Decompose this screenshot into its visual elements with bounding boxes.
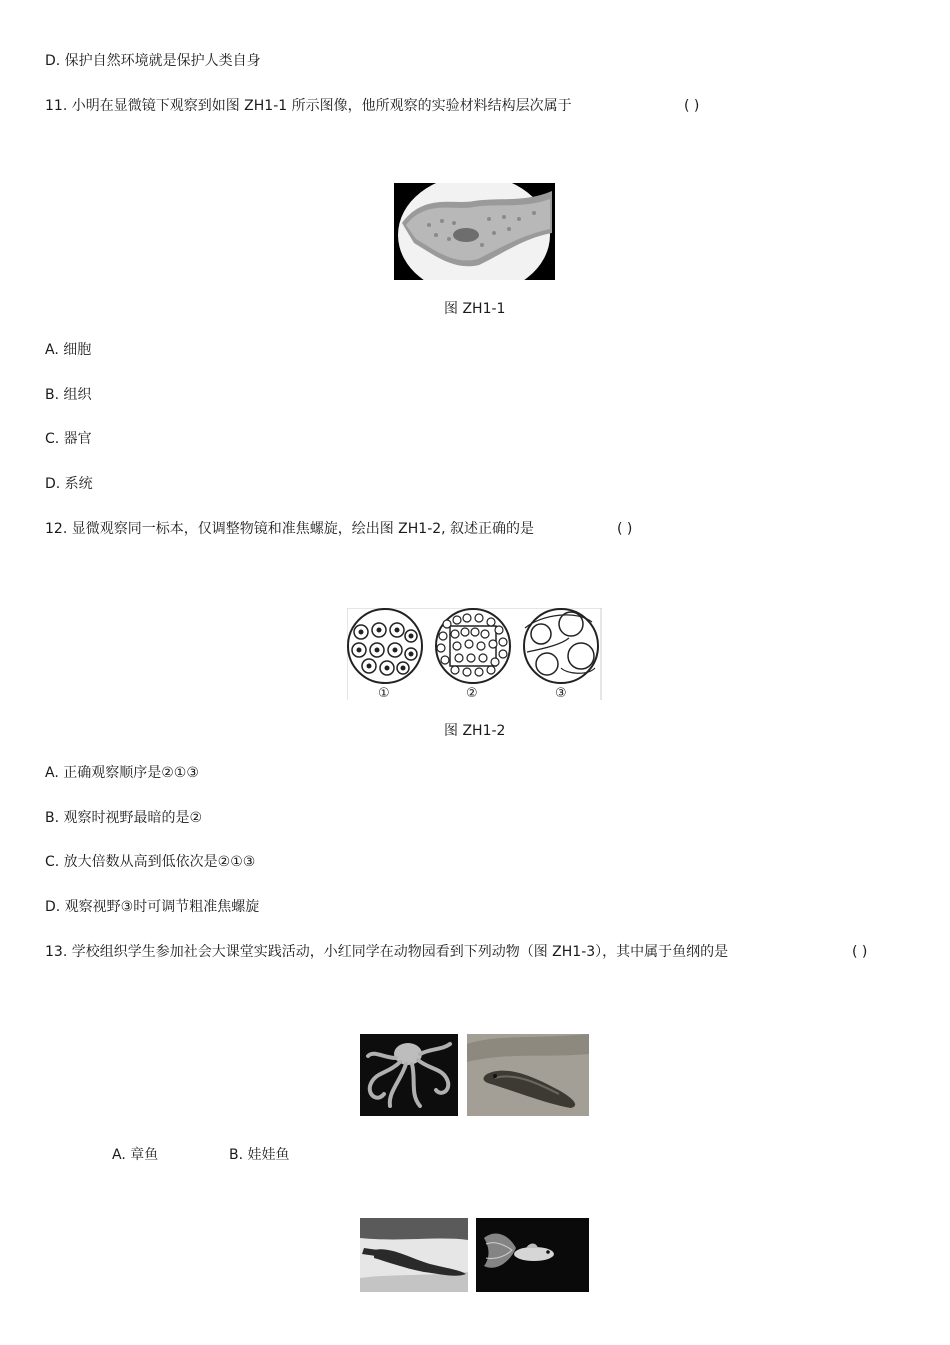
- q12-cell-views-figure: [347, 608, 602, 700]
- view-3-label: ③: [555, 686, 567, 700]
- guppy-drawing: [476, 1218, 589, 1292]
- crocodile-photo: [360, 1218, 468, 1292]
- view-2-circle: [436, 609, 510, 683]
- q13-option-b: B. 娃娃鱼: [229, 1147, 290, 1163]
- q13-answer-paren: ( ): [852, 944, 868, 960]
- q12-option-c: C. 放大倍数从高到低依次是②①③: [45, 854, 256, 870]
- view-1-label: ①: [378, 686, 390, 700]
- q11-option-b: B. 组织: [45, 387, 92, 403]
- view-1-circle: [348, 609, 422, 683]
- octopus-photo: [360, 1034, 458, 1116]
- q11-option-d: D. 系统: [45, 476, 93, 492]
- q12-figure-caption: 图 ZH1-2: [444, 723, 506, 739]
- q11-stem: 11. 小明在显微镜下观察到如图 ZH1-1 所示图像，他所观察的实验材料结构层次属于: [45, 98, 572, 114]
- crocodile-drawing: [360, 1218, 468, 1292]
- q12-option-d: D. 观察视野③时可调节粗准焦螺旋: [45, 899, 260, 915]
- salamander-drawing: [467, 1034, 589, 1116]
- q12-option-a: A. 正确观察顺序是②①③: [45, 765, 199, 781]
- giant-salamander-photo: [467, 1034, 589, 1116]
- micrograph-drawing: [394, 183, 555, 280]
- q10-option-d: D. 保护自然环境就是保护人类自身: [45, 53, 261, 69]
- q11-option-a: A. 细胞: [45, 342, 92, 358]
- q12-stem: 12. 显微观察同一标本，仅调整物镜和准焦螺旋，绘出图 ZH1-2, 叙述正确的是: [45, 521, 535, 537]
- cell-views-drawing: [347, 608, 602, 700]
- q12-answer-paren: ( ): [617, 521, 633, 537]
- view-2-label: ②: [466, 686, 478, 700]
- q11-micrograph-image: [394, 183, 555, 280]
- q11-option-c: C. 器官: [45, 431, 92, 447]
- q13-option-a: A. 章鱼: [112, 1147, 159, 1163]
- guppy-fish-photo: [476, 1218, 589, 1292]
- q11-answer-paren: ( ): [684, 98, 700, 114]
- q13-stem: 13. 学校组织学生参加社会大课堂实践活动，小红同学在动物园看到下列动物（图 ZH1-3），其中属于鱼纲的是: [45, 944, 729, 960]
- view-3-circle: [524, 609, 598, 683]
- q11-figure-caption: 图 ZH1-1: [444, 301, 506, 317]
- octopus-drawing: [360, 1034, 458, 1116]
- q12-option-b: B. 观察时视野最暗的是②: [45, 810, 203, 826]
